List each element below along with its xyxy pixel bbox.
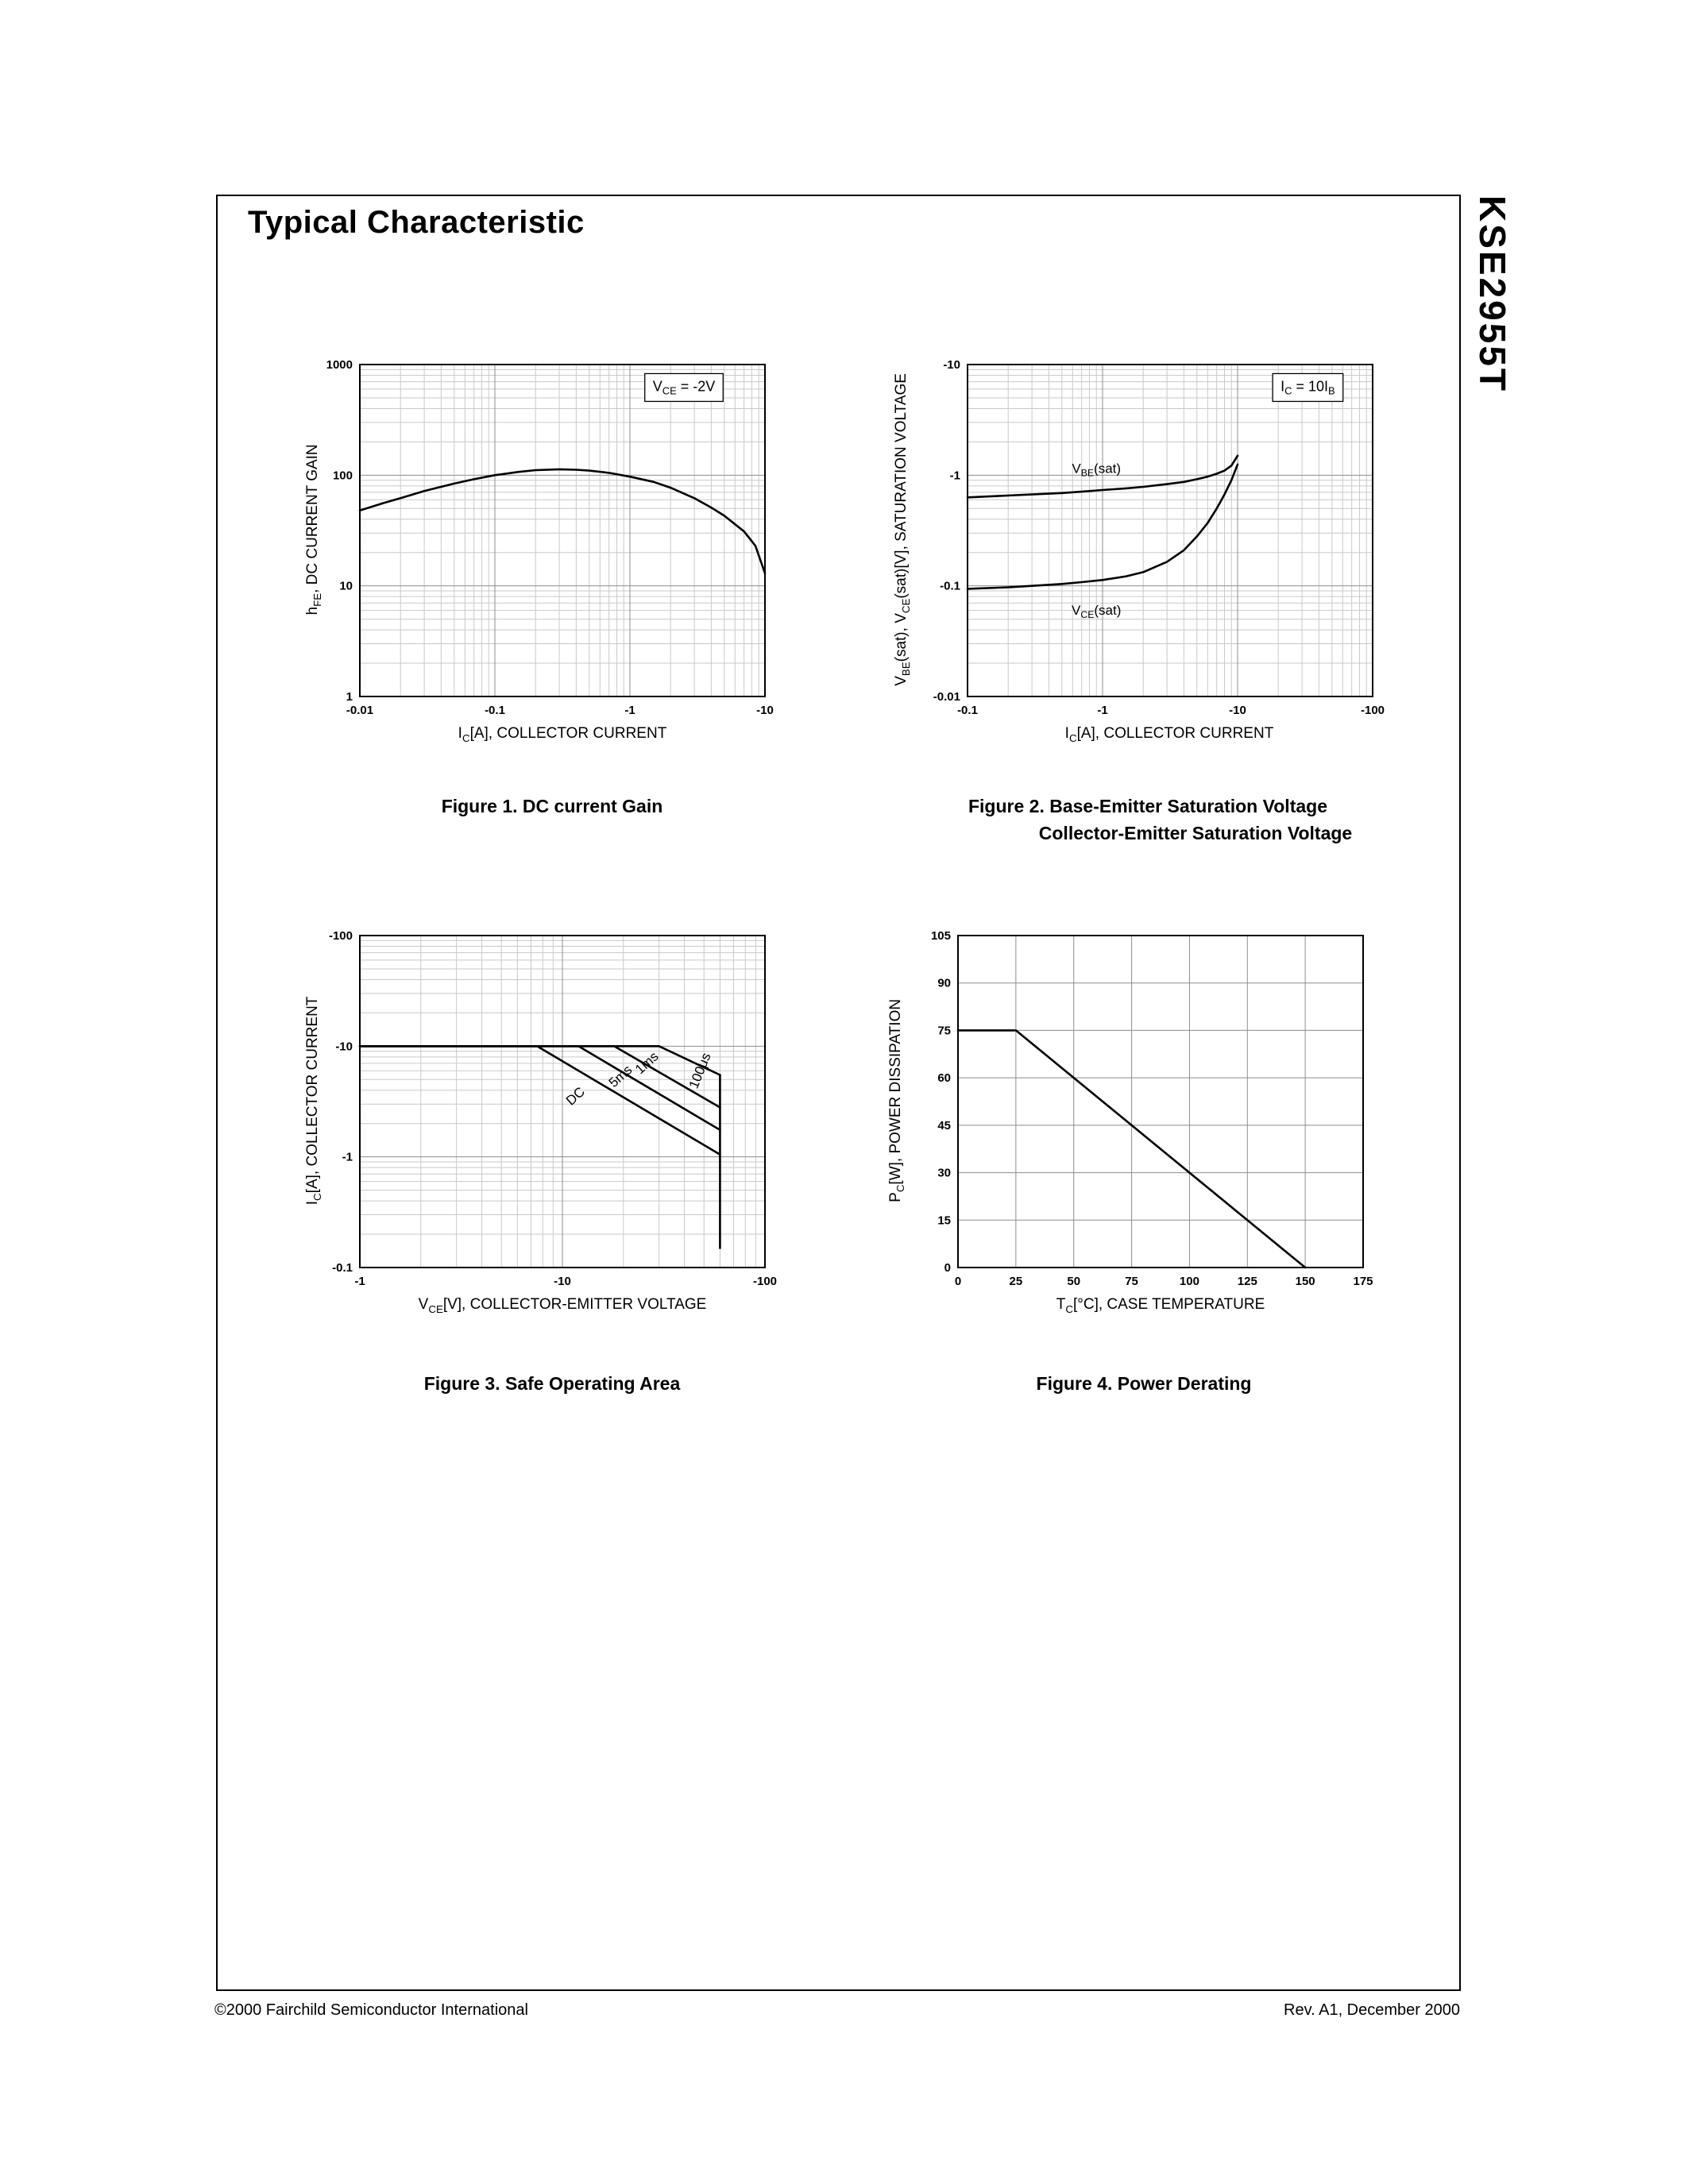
svg-text:-0.01: -0.01	[933, 690, 960, 704]
svg-text:-0.1: -0.1	[957, 704, 978, 717]
svg-text:-1: -1	[1097, 704, 1108, 717]
svg-text:-100: -100	[752, 1275, 778, 1288]
svg-text:IC = 10IB: $I_C = 10I_B$	[1280, 378, 1335, 397]
part-number-side-label: KSE2955T	[1472, 195, 1513, 394]
footer-revision: Rev. A1, December 2000	[1284, 2001, 1460, 2019]
svg-text:30: 30	[937, 1166, 951, 1180]
svg-text:-10: -10	[1229, 704, 1246, 717]
svg-text:-1: -1	[949, 469, 960, 483]
svg-text:125: 125	[1237, 1275, 1257, 1288]
svg-text:90: 90	[937, 976, 951, 990]
svg-text:VCE(sat): $V_{CE}(sat)$	[1072, 602, 1122, 620]
svg-text:-0.01: -0.01	[346, 704, 374, 717]
footer-copyright: ©2000 Fairchild Semiconductor International	[214, 2001, 528, 2019]
svg-text:175: 175	[1353, 1275, 1373, 1288]
svg-text:0: 0	[944, 1261, 951, 1275]
svg-text:-0.1: -0.1	[485, 704, 505, 717]
svg-text:-1: -1	[624, 704, 635, 717]
svg-text:45: 45	[937, 1118, 951, 1133]
svg-text:-10: -10	[756, 704, 774, 717]
svg-text:VBE(sat): $V_{BE}(sat)$	[1072, 461, 1122, 479]
svg-text:150: 150	[1295, 1275, 1315, 1288]
safe-operating-area-chart	[292, 920, 785, 1309]
figure-2-caption-line1: Figure 2. Base-Emitter Saturation Voltage	[968, 796, 1327, 816]
figure-2-caption	[902, 793, 1394, 847]
dc-current-gain-chart	[292, 349, 785, 738]
svg-text:-1: -1	[354, 1275, 365, 1288]
svg-text:10: 10	[339, 579, 353, 593]
fig2-x-axis-title: $I_C[A]$, COLLECTOR CURRENT	[1064, 725, 1274, 744]
svg-text:75: 75	[937, 1024, 951, 1038]
svg-text:DC: DC	[563, 1084, 588, 1109]
figure-3-caption: Figure 3. Safe Operating Area	[423, 1373, 681, 1394]
svg-text:VCE = -2V: $V_{CE} = -2V$	[652, 378, 716, 397]
svg-text:-0.1: -0.1	[332, 1261, 353, 1275]
fig3-y-axis-title: $I_C[A]$, COLLECTOR CURRENT	[304, 996, 323, 1206]
svg-text:50: 50	[1067, 1275, 1081, 1288]
svg-text:5ms: 5ms	[605, 1062, 635, 1090]
svg-text:60: 60	[937, 1071, 951, 1086]
svg-text:15: 15	[937, 1214, 951, 1228]
svg-text:1: 1	[346, 690, 353, 704]
svg-text:75: 75	[1125, 1275, 1138, 1288]
figure-2-caption-line2: Collector-Emitter Saturation Voltage	[1038, 823, 1353, 843]
fig4-x-axis-title: $T_C[^\circ C]$, CASE TEMPERATURE	[1056, 1296, 1265, 1315]
fig3-x-axis-title: $V_{CE}[V]$, COLLECTOR-EMITTER VOLTAGE	[418, 1296, 707, 1315]
svg-text:0: 0	[954, 1275, 962, 1288]
saturation-voltage-chart	[900, 349, 1393, 738]
svg-text:-10: -10	[335, 1040, 353, 1054]
fig1-y-axis-title: $h_{FE}$, DC CURRENT GAIN	[304, 444, 323, 615]
fig4-y-axis-title: $P_C[W]$, POWER DISSIPATION	[887, 998, 906, 1202]
svg-text:-100: -100	[1360, 704, 1385, 717]
svg-text:25: 25	[1009, 1275, 1023, 1288]
svg-text:-10: -10	[554, 1275, 571, 1288]
svg-text:100: 100	[332, 469, 353, 483]
fig2-y-axis-title: $V_{BE}(sat)$, $V_{CE}(sat)[V]$, SATURATION VOLTAGE	[893, 373, 912, 686]
svg-text:1000: 1000	[326, 358, 353, 372]
svg-text:105: 105	[930, 929, 951, 943]
svg-text:-0.1: -0.1	[940, 579, 960, 593]
svg-text:-1: -1	[342, 1150, 353, 1164]
figure-4-caption: Figure 4. Power Derating	[1036, 1373, 1252, 1394]
power-derating-chart	[890, 920, 1383, 1309]
svg-text:100: 100	[1179, 1275, 1199, 1288]
svg-text:1ms: 1ms	[632, 1048, 662, 1078]
svg-text:-10: -10	[943, 358, 960, 372]
page-title: Typical Characteristic	[248, 205, 585, 240]
svg-text:100μs: 100μs	[686, 1051, 714, 1091]
svg-text:-100: -100	[328, 929, 353, 943]
figure-1-caption: Figure 1. DC current Gain	[441, 796, 663, 816]
fig1-x-axis-title: $I_C[A]$, COLLECTOR CURRENT	[458, 725, 667, 744]
